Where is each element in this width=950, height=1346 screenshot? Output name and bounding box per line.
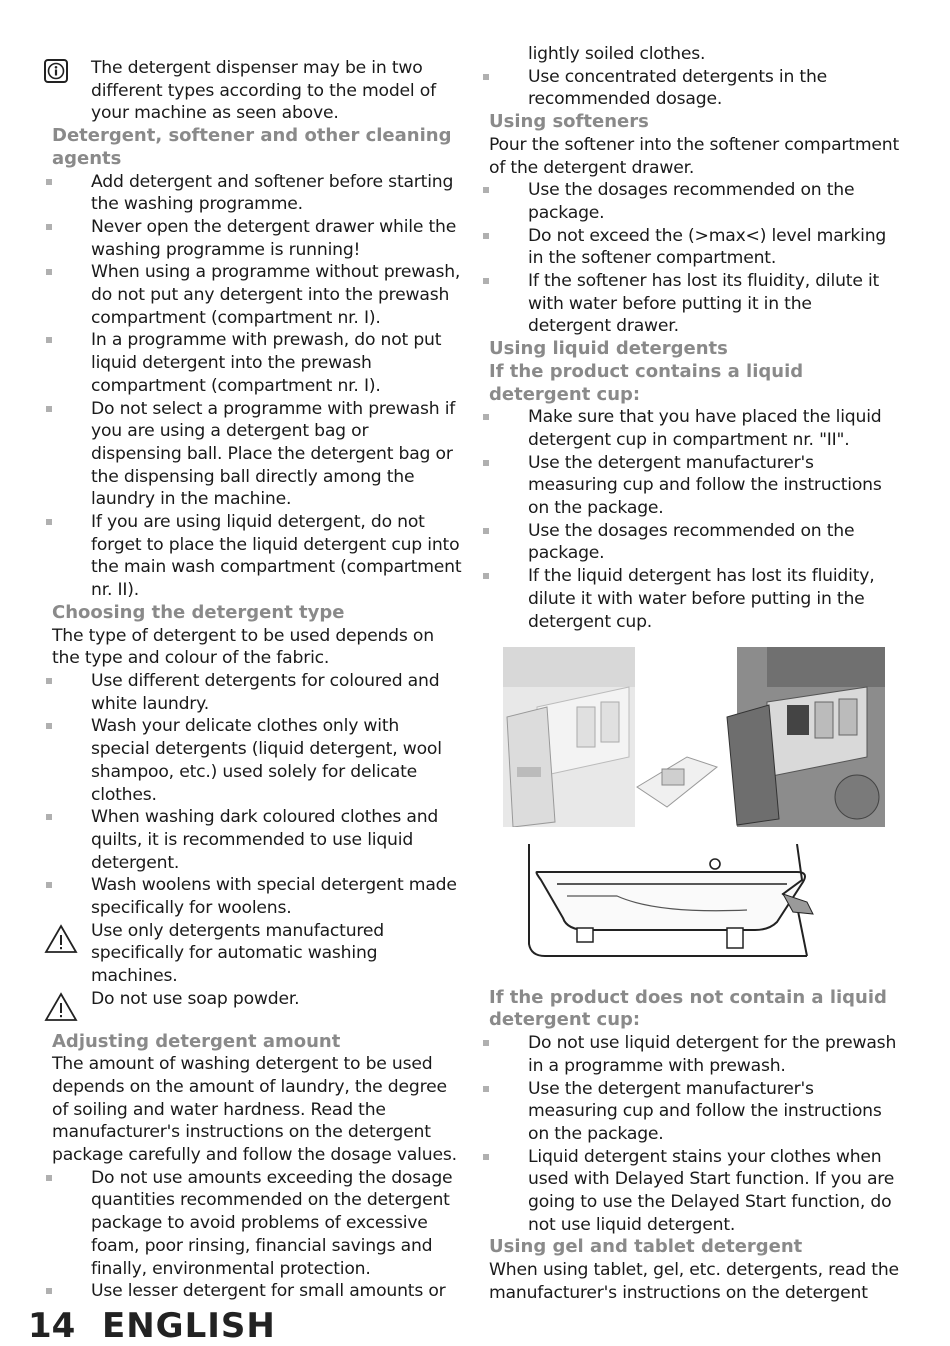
heading-adjusting-amount: Adjusting detergent amount [52, 1030, 341, 1052]
list-item [52, 216, 462, 261]
list-item [52, 670, 462, 715]
bullet-text: Never open the detergent drawer while the washing programme is running! [91, 216, 457, 260]
drawer-photo-illustration [497, 647, 887, 827]
list-item [52, 874, 462, 919]
bullet-text: If you are using liquid detergent, do not forget to place the liquid detergent cup into the main wash compartment (compartment nr. II). [91, 512, 462, 601]
warning-note [52, 920, 462, 988]
bullet-square-icon [46, 678, 52, 684]
warning-icon [44, 992, 78, 1029]
bullet-text: In a programme with prewash, do not put liquid detergent into the prewash compartment (compartment nr. I). [91, 330, 442, 396]
bullet-text: Use the dosages recommended on the package. [528, 520, 855, 564]
bullet-text: Use different detergents for coloured and white laundry. [91, 670, 440, 714]
warning-list [52, 920, 462, 1011]
bullet-text: Do not use liquid detergent for the prewash in a programme with prewash. [528, 1033, 897, 1076]
footer-language: ENGLISH [102, 1306, 276, 1346]
list-item [489, 1146, 899, 1237]
softeners-paragraph: Pour the softener into the softener compartment of the detergent drawer. [489, 134, 899, 178]
bullet-text: Make sure that you have placed the liquid detergent cup in compartment nr. "II". [528, 407, 882, 450]
choosing-bullet-list [52, 670, 462, 920]
bullet-square-icon [46, 882, 52, 888]
list-item [489, 66, 899, 111]
info-note [52, 57, 462, 125]
bullet-text: When using a programme without prewash, do not put any detergent into the prewash compartment (compartment nr. I). [91, 262, 461, 328]
list-item [489, 452, 899, 520]
bullet-square-icon [483, 1086, 489, 1092]
bullet-square-icon [46, 337, 52, 343]
bullet-square-icon [46, 224, 52, 230]
list-item [489, 406, 899, 451]
bullet-square-icon [483, 278, 489, 284]
bullet-text: Add detergent and softener before starting the washing programme. [91, 171, 454, 215]
list-item [489, 179, 899, 224]
list-item [52, 398, 462, 512]
list-item [489, 565, 899, 633]
softeners-bullet-list [489, 179, 899, 338]
page-number: 14 [28, 1306, 76, 1346]
list-item [52, 715, 462, 806]
no-cup-bullet-list [489, 1032, 899, 1236]
bullet-square-icon [483, 460, 489, 466]
bullet-square-icon [483, 528, 489, 534]
info-icon [44, 59, 68, 90]
bullet-text: When washing dark coloured clothes and quilts, it is recommended to use liquid detergent. [91, 807, 439, 873]
warning-text: Do not use soap powder. [91, 988, 300, 1009]
list-item [489, 520, 899, 565]
bullet-text: Liquid detergent stains your clothes when used with Delayed Start function. If you are going to use the Delayed Start function, do not use liquid detergent. [528, 1146, 895, 1235]
bullet-text: Do not select a programme with prewash if you are using a detergent bag or dispensing ball. Place the detergent bag or the dispensing ball directly among the laundry in the machine. [91, 398, 456, 510]
heading-using-liquid: Using liquid detergents [489, 338, 728, 360]
bullet-text: If the liquid detergent has lost its fluidity, dilute it with water before putting in the detergent cup. [528, 566, 875, 632]
concentrated-bullet-list [489, 66, 899, 111]
heading-no-liquid-cup: If the product does not contain a liquid detergent cup: [489, 986, 887, 1031]
heading-liquid-cup: If the product contains a liquid detergent cup: [489, 360, 804, 405]
right-column [489, 43, 899, 1305]
detergent-cup-diagram [497, 844, 887, 974]
list-item [52, 1167, 462, 1281]
list-item [52, 329, 462, 397]
heading-using-softeners: Using softeners [489, 111, 649, 133]
heading-detergent-softener: Detergent, softener and other cleaning agents [52, 125, 452, 169]
info-note-text: The detergent dispenser may be in two different types according to the model of your machine as seen above. [91, 58, 436, 124]
warning-note [52, 988, 462, 1011]
bullet-text: If the softener has lost its fluidity, dilute it with water before putting it in the detergent drawer. [528, 271, 880, 337]
bullet-text: Do not use amounts exceeding the dosage quantities recommended on the detergent package to avoid problems of excessive foam, poor rinsing, financial savings and finally, environmental protection. [91, 1167, 453, 1279]
bullet-square-icon [46, 269, 52, 275]
bullet-square-icon [483, 1154, 489, 1160]
gel-paragraph: When using tablet, gel, etc. detergents, read the manufacturer's instructions on the detergent [489, 1260, 899, 1303]
bullet-square-icon [483, 233, 489, 239]
detergent-bullet-list [52, 171, 462, 602]
list-item [489, 270, 899, 338]
bullet-square-icon [46, 1288, 52, 1294]
bullet-square-icon [46, 519, 52, 525]
bullet-text: Wash woolens with special detergent made specifically for woolens. [91, 875, 457, 919]
list-item [52, 806, 462, 874]
list-item [52, 511, 462, 602]
bullet-text: Wash your delicate clothes only with special detergents (liquid detergent, wool shampoo, etc.) used solely for delicate clothes. [91, 716, 442, 805]
list-item [52, 171, 462, 216]
bullet-square-icon [483, 74, 489, 80]
bullet-square-icon [46, 406, 52, 412]
continued-text [489, 43, 899, 66]
bullet-square-icon [46, 1175, 52, 1181]
bullet-square-icon [483, 1040, 489, 1046]
list-item [489, 1078, 899, 1146]
bullet-text: Use the dosages recommended on the package. [528, 180, 855, 223]
dispenser-illustrations [497, 647, 887, 980]
adjusting-paragraph: The amount of washing detergent to be used depends on the amount of laundry, the degree of soiling and water hardness. Read the manufacturer's instructions on the detergent package carefully and follow the dosage values. [52, 1054, 457, 1166]
left-column [52, 43, 462, 1303]
warning-icon [44, 924, 78, 961]
bullet-square-icon [483, 414, 489, 420]
bullet-square-icon [46, 723, 52, 729]
bullet-square-icon [483, 187, 489, 193]
choosing-paragraph: The type of detergent to be used depends on the type and colour of the fabric. [52, 625, 434, 669]
list-item [489, 225, 899, 270]
bullet-square-icon [46, 179, 52, 185]
bullet-text: Use the detergent manufacturer's measuring cup and follow the instructions on the package. [528, 452, 882, 519]
bullet-text: Use the detergent manufacturer's measuring cup and follow the instructions on the package. [528, 1078, 882, 1144]
bullet-square-icon [483, 573, 489, 579]
heading-choosing-detergent: Choosing the detergent type [52, 601, 345, 623]
bullet-text: Do not exceed the (>max<) level marking in the softener compartment. [528, 225, 887, 269]
bullet-text: Use lesser detergent for small amounts or [91, 1281, 446, 1302]
bullet-text: Use concentrated detergents in the recommended dosage. [528, 66, 828, 110]
warning-text: Use only detergents manufactured specifically for automatic washing machines. [91, 920, 384, 987]
heading-gel-tablet: Using gel and tablet detergent [489, 1236, 803, 1258]
list-item [52, 1280, 462, 1303]
bullet-square-icon [46, 814, 52, 820]
liquid-cup-bullet-list [489, 406, 899, 633]
list-item [52, 261, 462, 329]
adjusting-bullet-list [52, 1167, 462, 1303]
continued-line: lightly soiled clothes. [528, 44, 706, 64]
list-item [489, 1032, 899, 1077]
